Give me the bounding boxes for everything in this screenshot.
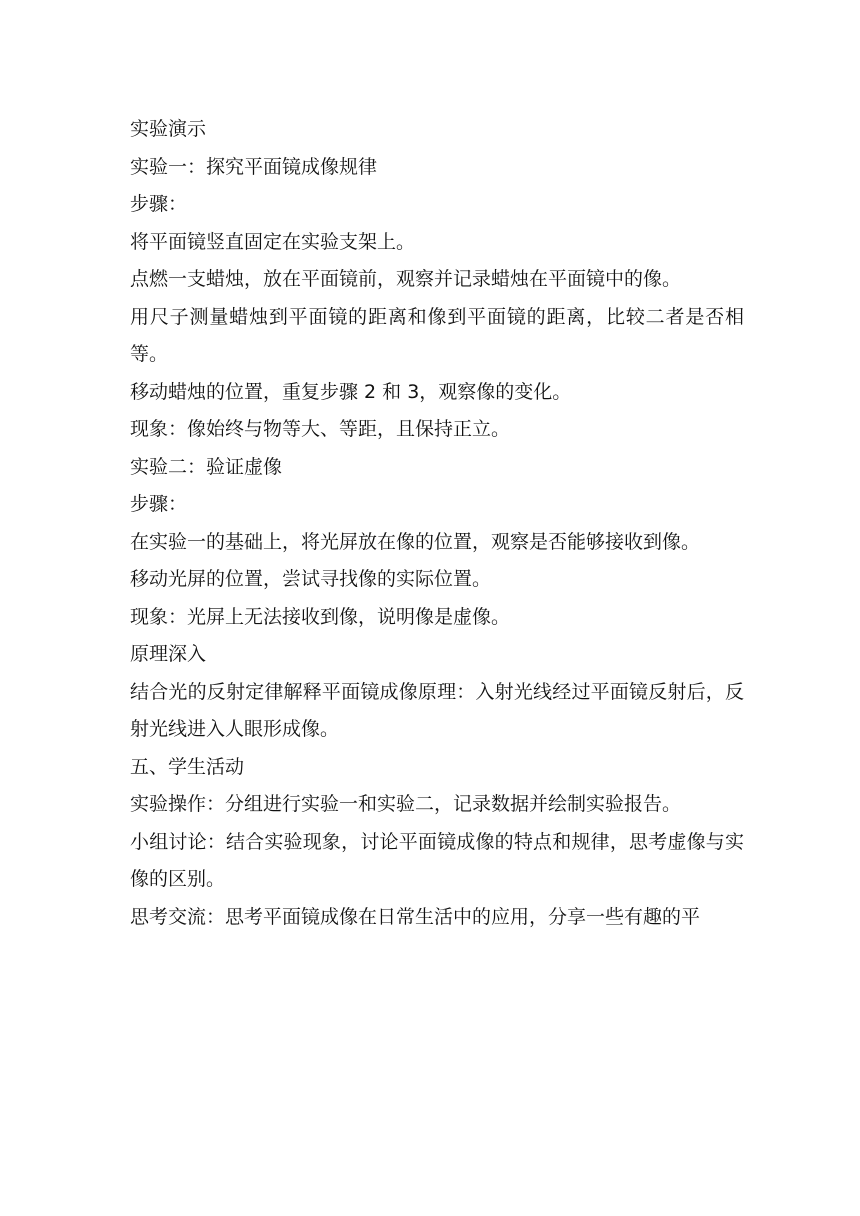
section-heading-principle: 原理深入 (130, 643, 207, 665)
step-paragraph: 移动光屏的位置，尝试寻找像的实际位置。 (130, 568, 492, 590)
step-paragraph: 将平面镜竖直固定在实验支架上。 (130, 230, 416, 253)
activity-paragraph: 实验操作：分组进行实验一和实验二，记录数据并绘制实验报告。 (130, 793, 682, 815)
steps-label: 步骤： (130, 193, 188, 215)
step-paragraph: 用尺子测量蜡烛到平面镜的距离和像到平面镜的距离，比较二者是否相等。 (130, 305, 744, 365)
document-body (130, 111, 744, 936)
experiment-one-title: 实验一：探究平面镜成像规律 (130, 155, 378, 178)
steps-label: 步骤： (130, 493, 188, 515)
experiment-two-title: 实验二：验证虚像 (130, 455, 283, 478)
step-paragraph: 移动蜡烛的位置，重复步骤 2 和 3，观察像的变化。 (130, 380, 572, 403)
phenomenon-paragraph: 现象：光屏上无法接收到像，说明像是虚像。 (130, 605, 511, 628)
step-paragraph: 点燃一支蜡烛，放在平面镜前，观察并记录蜡烛在平面镜中的像。 (130, 268, 682, 290)
principle-paragraph: 结合光的反射定律解释平面镜成像原理：入射光线经过平面镜反射后，反射光线进入人眼形成像。 (130, 680, 744, 740)
activity-paragraph: 小组讨论：结合实验现象，讨论平面镜成像的特点和规律，思考虚像与实像的区别。 (130, 830, 744, 890)
section-heading-student-activities: 五、学生活动 (130, 755, 245, 778)
section-heading-experiment-demo: 实验演示 (130, 118, 207, 140)
step-paragraph: 在实验一的基础上，将光屏放在像的位置，观察是否能够接收到像。 (130, 530, 701, 553)
activity-paragraph: 思考交流：思考平面镜成像在日常生活中的应用，分享一些有趣的平 (130, 905, 701, 928)
phenomenon-paragraph: 现象：像始终与物等大、等距，且保持正立。 (130, 418, 511, 440)
